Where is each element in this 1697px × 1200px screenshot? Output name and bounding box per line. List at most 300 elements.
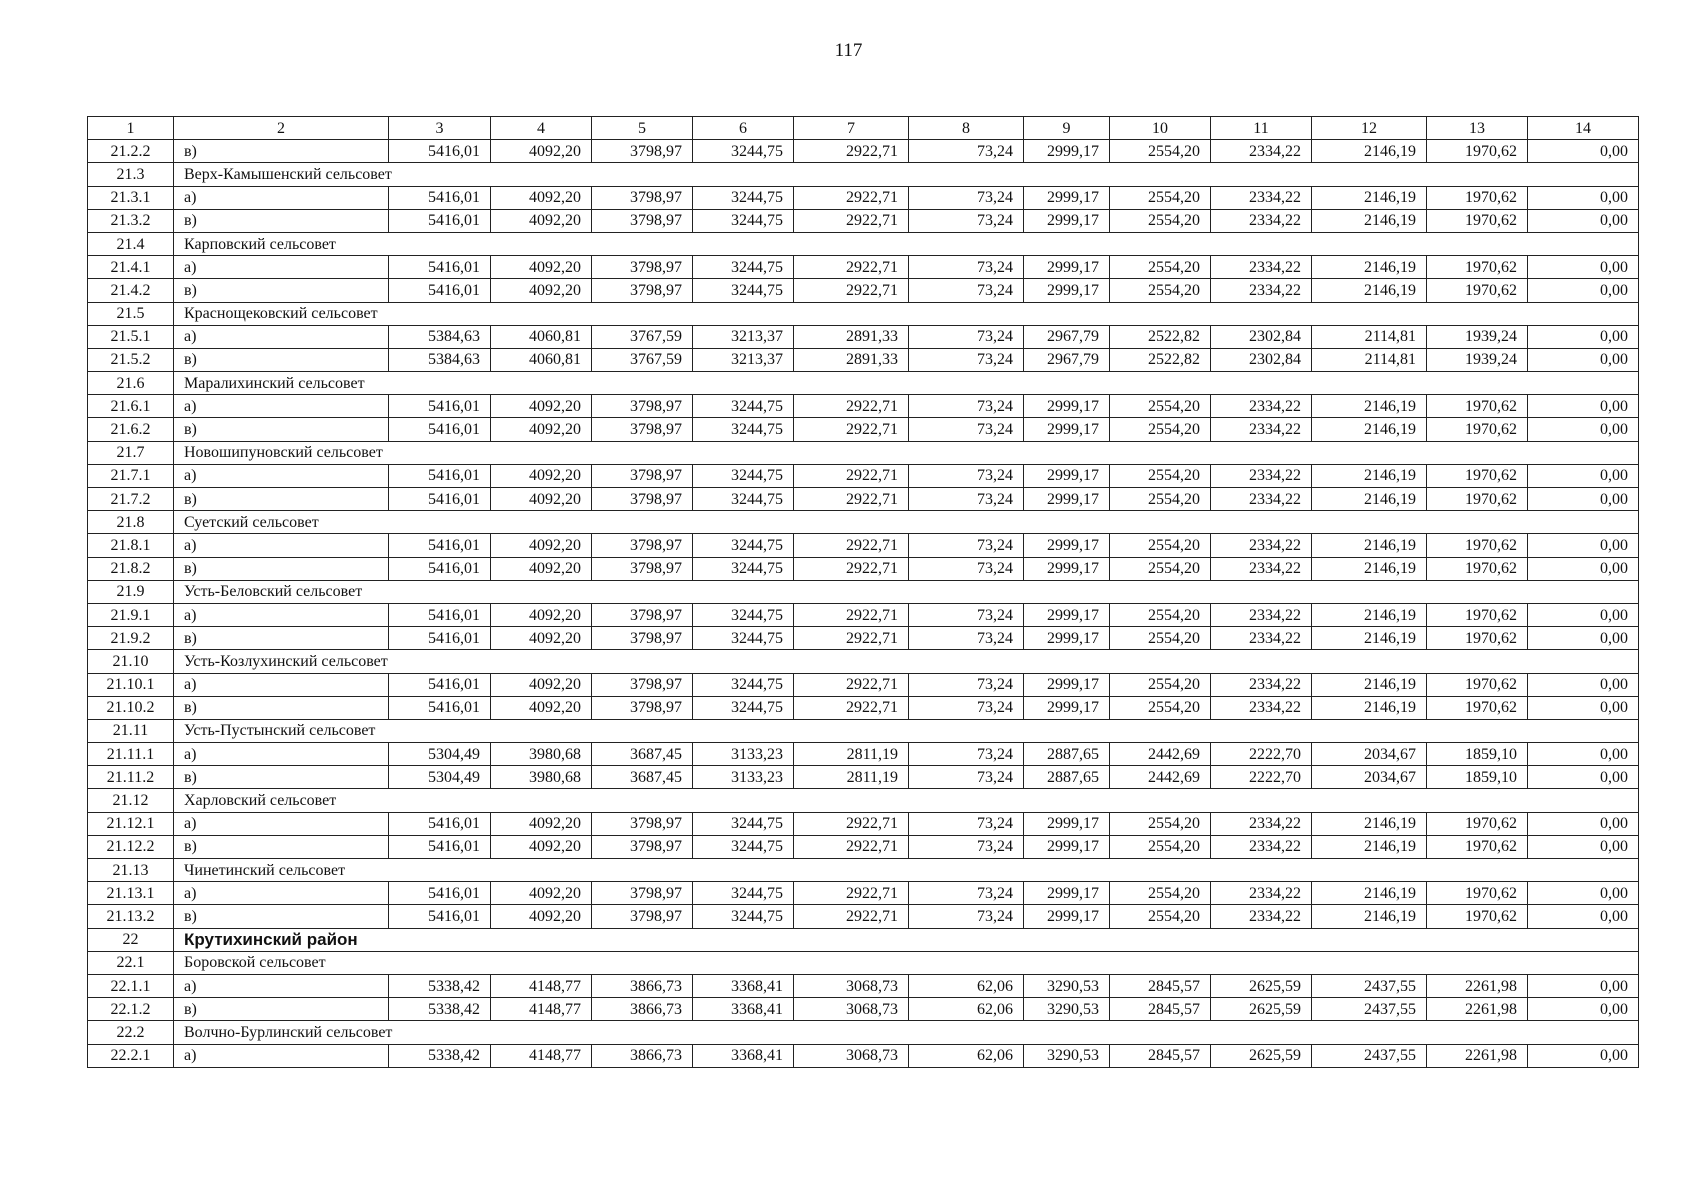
value-cell: 2522,82 (1110, 348, 1211, 371)
value-cell: 4092,20 (491, 603, 592, 626)
value-cell: 3290,53 (1024, 998, 1110, 1021)
section-header-row (88, 441, 1639, 464)
value-cell: 2334,22 (1211, 256, 1312, 279)
value-cell: 3290,53 (1024, 1044, 1110, 1067)
value-cell: 2146,19 (1312, 256, 1427, 279)
section-header-row (88, 951, 1639, 974)
value-cell: 3798,97 (592, 627, 693, 650)
section-title-cell: Волчно-Бурлинский сельсовет (174, 1021, 1639, 1044)
value-cell: 2967,79 (1024, 325, 1110, 348)
value-cell: 3980,68 (491, 766, 592, 789)
value-cell: 3244,75 (693, 557, 794, 580)
value-cell: 0,00 (1528, 256, 1639, 279)
value-cell: 62,06 (909, 1044, 1024, 1067)
value-cell: 1970,62 (1427, 256, 1528, 279)
value-cell: 2554,20 (1110, 186, 1211, 209)
section-title-cell: Новошипуновский сельсовет (174, 441, 1639, 464)
value-cell: 2625,59 (1211, 974, 1312, 997)
section-header-row (88, 511, 1639, 534)
section-title-cell: Чинетинский сельсовет (174, 859, 1639, 882)
section-title-cell: Краснощековский сельсовет (174, 302, 1639, 325)
value-cell: 2261,98 (1427, 998, 1528, 1021)
value-cell: 2845,57 (1110, 1044, 1211, 1067)
table-row (88, 488, 1639, 511)
value-cell: 2999,17 (1024, 557, 1110, 580)
value-cell: 2554,20 (1110, 627, 1211, 650)
row-label-cell: в) (174, 418, 389, 441)
row-code-cell: 21.13.2 (88, 905, 174, 928)
value-cell: 4092,20 (491, 256, 592, 279)
value-cell: 3290,53 (1024, 974, 1110, 997)
row-code-cell: 21.9.2 (88, 627, 174, 650)
value-cell: 2146,19 (1312, 279, 1427, 302)
value-cell: 2261,98 (1427, 974, 1528, 997)
section-code-cell: 21.6 (88, 372, 174, 395)
value-cell: 2554,20 (1110, 696, 1211, 719)
value-cell: 4092,20 (491, 696, 592, 719)
value-cell: 1859,10 (1427, 743, 1528, 766)
value-cell: 4092,20 (491, 673, 592, 696)
row-label-cell: а) (174, 974, 389, 997)
value-cell: 0,00 (1528, 743, 1639, 766)
value-cell: 2146,19 (1312, 395, 1427, 418)
value-cell: 1939,24 (1427, 348, 1528, 371)
value-cell: 4092,20 (491, 279, 592, 302)
value-cell: 2887,65 (1024, 743, 1110, 766)
value-cell: 2554,20 (1110, 488, 1211, 511)
column-number-header-row (88, 117, 1639, 140)
value-cell: 2146,19 (1312, 534, 1427, 557)
value-cell: 73,24 (909, 488, 1024, 511)
value-cell: 1970,62 (1427, 488, 1528, 511)
row-label-cell: а) (174, 1044, 389, 1067)
row-code-cell: 21.2.2 (88, 140, 174, 163)
section-header-row (88, 372, 1639, 395)
column-header-cell: 11 (1211, 117, 1312, 140)
row-label-cell: в) (174, 348, 389, 371)
value-cell: 1970,62 (1427, 673, 1528, 696)
value-cell: 2554,20 (1110, 395, 1211, 418)
value-cell: 1970,62 (1427, 905, 1528, 928)
value-cell: 73,24 (909, 348, 1024, 371)
value-cell: 2334,22 (1211, 418, 1312, 441)
section-code-cell: 21.8 (88, 511, 174, 534)
value-cell: 0,00 (1528, 209, 1639, 232)
value-cell: 4092,20 (491, 464, 592, 487)
row-label-cell: в) (174, 696, 389, 719)
row-label-cell: а) (174, 395, 389, 418)
value-cell: 2922,71 (794, 209, 909, 232)
value-cell: 3244,75 (693, 256, 794, 279)
section-title-cell: Верх-Камышенский сельсовет (174, 163, 1639, 186)
value-cell: 2999,17 (1024, 627, 1110, 650)
value-cell: 5416,01 (389, 418, 491, 441)
value-cell: 2146,19 (1312, 905, 1427, 928)
row-code-cell: 21.7.1 (88, 464, 174, 487)
table-row (88, 696, 1639, 719)
value-cell: 4060,81 (491, 325, 592, 348)
value-cell: 73,24 (909, 766, 1024, 789)
value-cell: 2442,69 (1110, 766, 1211, 789)
value-cell: 1970,62 (1427, 140, 1528, 163)
value-cell: 2554,20 (1110, 673, 1211, 696)
section-title-cell: Крутихинский район (174, 928, 1639, 951)
value-cell: 2261,98 (1427, 1044, 1528, 1067)
value-cell: 5338,42 (389, 974, 491, 997)
section-code-cell: 21.13 (88, 859, 174, 882)
value-cell: 2922,71 (794, 418, 909, 441)
value-cell: 5416,01 (389, 488, 491, 511)
row-code-cell: 21.10.1 (88, 673, 174, 696)
value-cell: 1970,62 (1427, 418, 1528, 441)
column-header-cell: 8 (909, 117, 1024, 140)
value-cell: 3866,73 (592, 998, 693, 1021)
tariff-table (87, 116, 1639, 1068)
column-header-cell: 9 (1024, 117, 1110, 140)
value-cell: 2334,22 (1211, 534, 1312, 557)
value-cell: 73,24 (909, 464, 1024, 487)
value-cell: 2922,71 (794, 557, 909, 580)
section-header-row (88, 580, 1639, 603)
value-cell: 3213,37 (693, 325, 794, 348)
value-cell: 3368,41 (693, 998, 794, 1021)
value-cell: 3068,73 (794, 974, 909, 997)
value-cell: 2922,71 (794, 882, 909, 905)
value-cell: 0,00 (1528, 348, 1639, 371)
value-cell: 2922,71 (794, 835, 909, 858)
value-cell: 5416,01 (389, 534, 491, 557)
section-header-row (88, 232, 1639, 255)
value-cell: 5416,01 (389, 812, 491, 835)
table-row (88, 464, 1639, 487)
value-cell: 2302,84 (1211, 325, 1312, 348)
table-row (88, 905, 1639, 928)
value-cell: 3244,75 (693, 696, 794, 719)
section-title-cell: Усть-Козлухинский сельсовет (174, 650, 1639, 673)
value-cell: 3687,45 (592, 766, 693, 789)
value-cell: 2146,19 (1312, 812, 1427, 835)
value-cell: 2554,20 (1110, 140, 1211, 163)
value-cell: 2146,19 (1312, 488, 1427, 511)
value-cell: 2999,17 (1024, 186, 1110, 209)
value-cell: 0,00 (1528, 464, 1639, 487)
value-cell: 3798,97 (592, 812, 693, 835)
value-cell: 1970,62 (1427, 835, 1528, 858)
section-title-cell: Усть-Беловский сельсовет (174, 580, 1639, 603)
row-code-cell: 21.6.1 (88, 395, 174, 418)
value-cell: 5416,01 (389, 395, 491, 418)
value-cell: 0,00 (1528, 835, 1639, 858)
row-code-cell: 21.5.2 (88, 348, 174, 371)
value-cell: 4092,20 (491, 882, 592, 905)
value-cell: 2922,71 (794, 186, 909, 209)
value-cell: 2114,81 (1312, 325, 1427, 348)
section-code-cell: 21.12 (88, 789, 174, 812)
section-code-cell: 21.10 (88, 650, 174, 673)
table-row (88, 256, 1639, 279)
value-cell: 1970,62 (1427, 279, 1528, 302)
value-cell: 2999,17 (1024, 812, 1110, 835)
table-row (88, 974, 1639, 997)
section-code-cell: 21.4 (88, 232, 174, 255)
column-header-cell: 10 (1110, 117, 1211, 140)
value-cell: 2442,69 (1110, 743, 1211, 766)
value-cell: 2437,55 (1312, 1044, 1427, 1067)
value-cell: 73,24 (909, 627, 1024, 650)
section-header-row (88, 859, 1639, 882)
value-cell: 1970,62 (1427, 603, 1528, 626)
row-code-cell: 21.3.1 (88, 186, 174, 209)
table-row (88, 186, 1639, 209)
value-cell: 3068,73 (794, 1044, 909, 1067)
value-cell: 1939,24 (1427, 325, 1528, 348)
district-header-row (88, 928, 1639, 951)
value-cell: 2437,55 (1312, 974, 1427, 997)
value-cell: 5416,01 (389, 464, 491, 487)
table-row (88, 395, 1639, 418)
value-cell: 2334,22 (1211, 464, 1312, 487)
value-cell: 0,00 (1528, 905, 1639, 928)
value-cell: 3068,73 (794, 998, 909, 1021)
value-cell: 3798,97 (592, 882, 693, 905)
value-cell: 4092,20 (491, 905, 592, 928)
section-title-cell: Боровской сельсовет (174, 951, 1639, 974)
value-cell: 2334,22 (1211, 395, 1312, 418)
value-cell: 2999,17 (1024, 882, 1110, 905)
value-cell: 2922,71 (794, 140, 909, 163)
value-cell: 4092,20 (491, 488, 592, 511)
section-code-cell: 21.11 (88, 719, 174, 742)
value-cell: 2554,20 (1110, 534, 1211, 557)
value-cell: 2554,20 (1110, 812, 1211, 835)
row-label-cell: в) (174, 766, 389, 789)
value-cell: 1970,62 (1427, 464, 1528, 487)
value-cell: 4092,20 (491, 209, 592, 232)
value-cell: 3767,59 (592, 325, 693, 348)
table-row (88, 812, 1639, 835)
value-cell: 2845,57 (1110, 998, 1211, 1021)
section-header-row (88, 650, 1639, 673)
value-cell: 1970,62 (1427, 696, 1528, 719)
value-cell: 1970,62 (1427, 186, 1528, 209)
value-cell: 2146,19 (1312, 673, 1427, 696)
value-cell: 2334,22 (1211, 812, 1312, 835)
value-cell: 0,00 (1528, 766, 1639, 789)
value-cell: 2922,71 (794, 603, 909, 626)
value-cell: 5416,01 (389, 209, 491, 232)
value-cell: 3798,97 (592, 905, 693, 928)
value-cell: 3244,75 (693, 603, 794, 626)
value-cell: 73,24 (909, 696, 1024, 719)
value-cell: 0,00 (1528, 488, 1639, 511)
value-cell: 2999,17 (1024, 488, 1110, 511)
row-label-cell: в) (174, 998, 389, 1021)
value-cell: 5416,01 (389, 279, 491, 302)
value-cell: 3133,23 (693, 766, 794, 789)
value-cell: 2922,71 (794, 488, 909, 511)
table-row (88, 627, 1639, 650)
table-row (88, 209, 1639, 232)
value-cell: 2437,55 (1312, 998, 1427, 1021)
value-cell: 5338,42 (389, 1044, 491, 1067)
value-cell: 73,24 (909, 835, 1024, 858)
value-cell: 3866,73 (592, 1044, 693, 1067)
value-cell: 2334,22 (1211, 209, 1312, 232)
value-cell: 3213,37 (693, 348, 794, 371)
value-cell: 5416,01 (389, 905, 491, 928)
value-cell: 0,00 (1528, 1044, 1639, 1067)
value-cell: 2146,19 (1312, 696, 1427, 719)
value-cell: 2999,17 (1024, 696, 1110, 719)
value-cell: 5416,01 (389, 256, 491, 279)
value-cell: 73,24 (909, 557, 1024, 580)
value-cell: 73,24 (909, 395, 1024, 418)
row-code-cell: 21.6.2 (88, 418, 174, 441)
value-cell: 2114,81 (1312, 348, 1427, 371)
value-cell: 2999,17 (1024, 418, 1110, 441)
value-cell: 2146,19 (1312, 835, 1427, 858)
column-header-cell: 14 (1528, 117, 1639, 140)
value-cell: 2922,71 (794, 256, 909, 279)
value-cell: 2811,19 (794, 743, 909, 766)
value-cell: 2334,22 (1211, 557, 1312, 580)
row-code-cell: 22.1.2 (88, 998, 174, 1021)
value-cell: 3798,97 (592, 395, 693, 418)
value-cell: 4092,20 (491, 418, 592, 441)
value-cell: 2625,59 (1211, 1044, 1312, 1067)
value-cell: 2554,20 (1110, 603, 1211, 626)
column-header-cell: 4 (491, 117, 592, 140)
value-cell: 0,00 (1528, 603, 1639, 626)
value-cell: 2999,17 (1024, 534, 1110, 557)
value-cell: 2887,65 (1024, 766, 1110, 789)
value-cell: 4092,20 (491, 627, 592, 650)
value-cell: 2922,71 (794, 464, 909, 487)
table-row (88, 418, 1639, 441)
table-row (88, 835, 1639, 858)
value-cell: 2554,20 (1110, 835, 1211, 858)
value-cell: 4092,20 (491, 812, 592, 835)
value-cell: 5416,01 (389, 186, 491, 209)
value-cell: 2922,71 (794, 627, 909, 650)
value-cell: 2334,22 (1211, 882, 1312, 905)
value-cell: 0,00 (1528, 557, 1639, 580)
value-cell: 3866,73 (592, 974, 693, 997)
value-cell: 3798,97 (592, 418, 693, 441)
value-cell: 3244,75 (693, 905, 794, 928)
value-cell: 2334,22 (1211, 279, 1312, 302)
value-cell: 1970,62 (1427, 534, 1528, 557)
section-header-row (88, 1021, 1639, 1044)
value-cell: 2334,22 (1211, 186, 1312, 209)
value-cell: 2146,19 (1312, 186, 1427, 209)
value-cell: 0,00 (1528, 812, 1639, 835)
value-cell: 3767,59 (592, 348, 693, 371)
value-cell: 0,00 (1528, 627, 1639, 650)
value-cell: 2334,22 (1211, 673, 1312, 696)
value-cell: 5416,01 (389, 696, 491, 719)
value-cell: 3244,75 (693, 418, 794, 441)
value-cell: 73,24 (909, 603, 1024, 626)
value-cell: 62,06 (909, 998, 1024, 1021)
table-row (88, 325, 1639, 348)
table-row (88, 1044, 1639, 1067)
value-cell: 2146,19 (1312, 557, 1427, 580)
value-cell: 2334,22 (1211, 603, 1312, 626)
value-cell: 2034,67 (1312, 766, 1427, 789)
value-cell: 5416,01 (389, 140, 491, 163)
value-cell: 73,24 (909, 812, 1024, 835)
value-cell: 5416,01 (389, 673, 491, 696)
value-cell: 0,00 (1528, 974, 1639, 997)
value-cell: 73,24 (909, 534, 1024, 557)
value-cell: 3798,97 (592, 696, 693, 719)
value-cell: 3798,97 (592, 279, 693, 302)
value-cell: 3244,75 (693, 835, 794, 858)
value-cell: 3798,97 (592, 673, 693, 696)
value-cell: 0,00 (1528, 696, 1639, 719)
value-cell: 0,00 (1528, 325, 1639, 348)
row-code-cell: 21.8.2 (88, 557, 174, 580)
value-cell: 4148,77 (491, 1044, 592, 1067)
value-cell: 73,24 (909, 743, 1024, 766)
value-cell: 2146,19 (1312, 140, 1427, 163)
value-cell: 73,24 (909, 673, 1024, 696)
value-cell: 3798,97 (592, 488, 693, 511)
value-cell: 73,24 (909, 279, 1024, 302)
value-cell: 2034,67 (1312, 743, 1427, 766)
value-cell: 4092,20 (491, 395, 592, 418)
value-cell: 3798,97 (592, 186, 693, 209)
column-header-cell: 1 (88, 117, 174, 140)
section-header-row (88, 719, 1639, 742)
value-cell: 4092,20 (491, 835, 592, 858)
row-label-cell: а) (174, 882, 389, 905)
table-row (88, 766, 1639, 789)
value-cell: 3798,97 (592, 256, 693, 279)
value-cell: 73,24 (909, 209, 1024, 232)
value-cell: 5384,63 (389, 325, 491, 348)
value-cell: 1970,62 (1427, 882, 1528, 905)
value-cell: 2554,20 (1110, 905, 1211, 928)
value-cell: 1970,62 (1427, 812, 1528, 835)
value-cell: 2922,71 (794, 812, 909, 835)
value-cell: 2146,19 (1312, 882, 1427, 905)
row-label-cell: в) (174, 835, 389, 858)
value-cell: 73,24 (909, 905, 1024, 928)
table-row (88, 603, 1639, 626)
section-title-cell: Усть-Пустынский сельсовет (174, 719, 1639, 742)
column-header-cell: 2 (174, 117, 389, 140)
row-label-cell: а) (174, 464, 389, 487)
row-label-cell: а) (174, 743, 389, 766)
section-title-cell: Маралихинский сельсовет (174, 372, 1639, 395)
column-header-cell: 3 (389, 117, 491, 140)
column-header-cell: 6 (693, 117, 794, 140)
row-label-cell: а) (174, 256, 389, 279)
value-cell: 4092,20 (491, 140, 592, 163)
value-cell: 2146,19 (1312, 603, 1427, 626)
row-label-cell: а) (174, 186, 389, 209)
value-cell: 4092,20 (491, 557, 592, 580)
value-cell: 2999,17 (1024, 673, 1110, 696)
value-cell: 73,24 (909, 256, 1024, 279)
value-cell: 2922,71 (794, 696, 909, 719)
value-cell: 2999,17 (1024, 603, 1110, 626)
value-cell: 2554,20 (1110, 557, 1211, 580)
value-cell: 5416,01 (389, 603, 491, 626)
value-cell: 3798,97 (592, 835, 693, 858)
